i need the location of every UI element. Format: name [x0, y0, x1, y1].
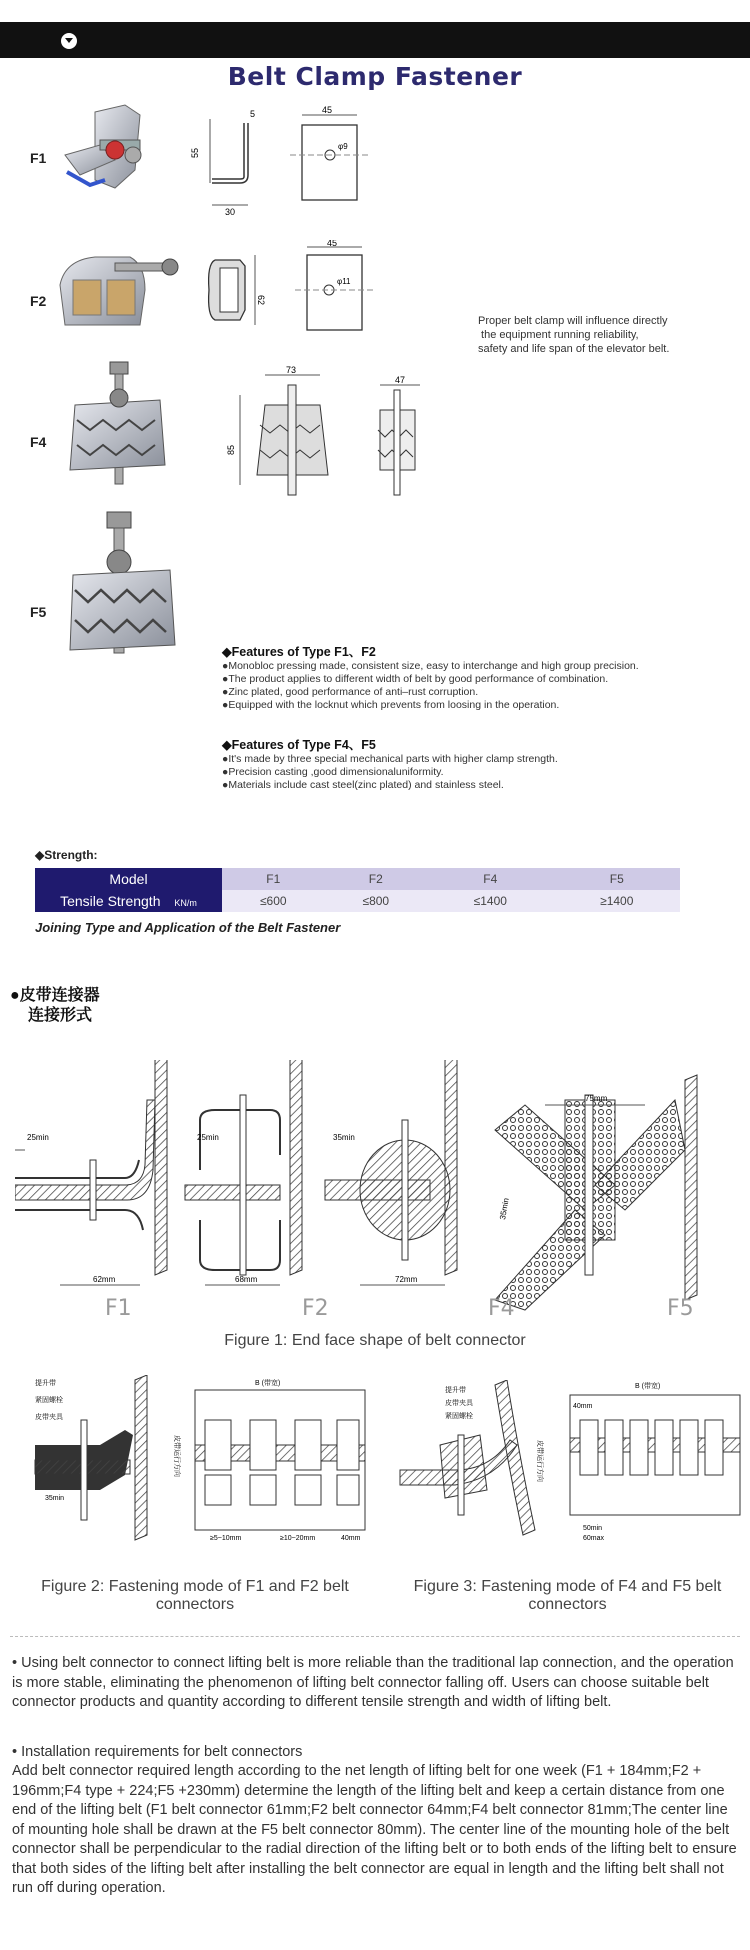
product-label-f1: F1	[30, 150, 47, 166]
divider	[10, 1636, 740, 1637]
joining-heading: Joining Type and Application of the Belt Fastener	[35, 920, 341, 935]
install-title: • Installation requirements for belt connectors	[12, 1744, 303, 1760]
svg-text:45: 45	[322, 105, 333, 115]
svg-text:提升带: 提升带	[445, 1387, 466, 1394]
svg-text:25min: 25min	[27, 1133, 49, 1142]
svg-text:72mm: 72mm	[395, 1275, 418, 1284]
figure1-label-f2: F2	[302, 1296, 329, 1321]
table-row	[35, 890, 680, 912]
svg-text:40mm: 40mm	[573, 1403, 593, 1410]
table-cell: ≥1400	[554, 890, 680, 912]
figure1-label-f5: F5	[667, 1296, 694, 1321]
feature-item: ●Materials include cast steel(zinc plated) and stainless steel.	[222, 779, 504, 791]
feature-item: ●The product applies to different width of belt by good performance of combination.	[222, 673, 609, 685]
svg-text:62mm: 62mm	[93, 1275, 116, 1284]
strength-heading: ◆Strength:	[35, 848, 98, 862]
figure1-diagrams	[15, 1060, 735, 1320]
svg-text:≥10~20mm: ≥10~20mm	[280, 1535, 316, 1542]
cn-heading	[10, 986, 100, 1026]
svg-text:47: 47	[395, 375, 406, 385]
feature-item: ●It's made by three special mechanical parts with higher clamp strength.	[222, 753, 558, 765]
tensile-unit: KN/m	[174, 898, 197, 908]
svg-text:35min: 35min	[45, 1495, 65, 1502]
figure3-diagram	[395, 1380, 745, 1550]
svg-text:25min: 25min	[197, 1133, 219, 1142]
svg-text:62: 62	[256, 295, 266, 306]
table-cell: ≤800	[325, 890, 428, 912]
figure2-diagram	[25, 1375, 370, 1545]
svg-text:73: 73	[286, 365, 297, 375]
figure1-label-f1: F1	[105, 1296, 132, 1321]
feature-item: ●Equipped with the locknut which prevents from loosing in the operation.	[222, 699, 560, 711]
page-title: Belt Clamp Fastener	[227, 62, 523, 91]
svg-text:皮带运行方向: 皮带运行方向	[536, 1440, 543, 1482]
f1-product-image	[55, 100, 175, 195]
svg-text:35min: 35min	[498, 1197, 511, 1221]
features-f4-f5	[222, 735, 558, 792]
features-f4-f5-heading: ◆Features of Type F4、F5	[222, 738, 376, 752]
table-cell: F2	[325, 868, 428, 890]
svg-text:提升带: 提升带	[35, 1380, 56, 1387]
product-label-f2: F2	[30, 293, 47, 309]
f1-technical-drawing	[190, 105, 390, 220]
feature-item: ●Precision casting ,good dimensionaluniformity.	[222, 766, 444, 778]
clamp-note: Proper belt clamp will influence directly the equipment running reliability, safety and life span of the elevator belt.	[478, 315, 670, 355]
table-cell: F4	[427, 868, 553, 890]
svg-text:皮带夹具: 皮带夹具	[35, 1414, 63, 1421]
f4-product-image	[65, 360, 175, 490]
table-cell: ≤1400	[427, 890, 553, 912]
svg-text:≥5~10mm: ≥5~10mm	[210, 1535, 242, 1542]
f2-product-image	[55, 245, 185, 335]
features-f1-f2-heading: ◆Features of Type F1、F2	[222, 645, 376, 659]
svg-text:60max: 60max	[583, 1535, 605, 1542]
figure2-caption: Figure 2: Fastening mode of F1 and F2 belt connectors	[41, 1578, 349, 1613]
f4-technical-drawing	[220, 365, 420, 510]
figure3-caption: Figure 3: Fastening mode of F4 and F5 belt connectors	[413, 1578, 722, 1613]
cn-heading-line1: ●皮带连接器	[10, 987, 100, 1004]
f5-product-image	[65, 510, 185, 660]
tensile-label: Tensile Strength	[60, 893, 161, 909]
row-label-tensile	[35, 890, 222, 912]
figure1-label-f4: F4	[488, 1296, 515, 1321]
svg-text:68mm: 68mm	[235, 1275, 258, 1284]
top-bar	[0, 22, 750, 58]
svg-text:紧固螺栓: 紧固螺栓	[35, 1397, 63, 1404]
svg-text:85: 85	[226, 444, 236, 455]
chevron-down-icon[interactable]	[61, 33, 77, 49]
svg-text:φ9: φ9	[338, 142, 348, 151]
svg-text:75mm: 75mm	[585, 1094, 608, 1103]
svg-text:紧固螺栓: 紧固螺栓	[445, 1413, 473, 1420]
cn-heading-line2: 连接形式	[28, 1007, 93, 1024]
product-label-f5: F5	[30, 604, 47, 620]
table-row	[35, 868, 680, 890]
svg-text:45: 45	[327, 240, 338, 248]
svg-text:φ11: φ11	[337, 277, 351, 286]
svg-text:5: 5	[250, 109, 256, 119]
svg-text:B (带宽): B (带宽)	[255, 1380, 281, 1387]
figure1-caption: Figure 1: End face shape of belt connector	[224, 1332, 526, 1349]
svg-text:30: 30	[225, 207, 236, 217]
feature-item: ●Monobloc pressing made, consistent size, easy to interchange and high group precision.	[222, 660, 639, 672]
svg-text:50min: 50min	[583, 1525, 603, 1532]
svg-text:皮带夹具: 皮带夹具	[445, 1400, 473, 1407]
features-f1-f2	[222, 642, 639, 712]
svg-text:40mm: 40mm	[341, 1535, 361, 1542]
row-label-model: Model	[35, 868, 222, 890]
table-cell: F1	[222, 868, 325, 890]
svg-text:35min: 35min	[333, 1133, 355, 1142]
f2-technical-drawing	[195, 240, 395, 340]
feature-item: ●Zinc plated, good performance of anti–rust corruption.	[222, 686, 479, 698]
strength-table	[35, 868, 680, 912]
svg-text:皮带运行方向: 皮带运行方向	[173, 1435, 180, 1477]
body-paragraph-1: • Using belt connector to connect lifting belt is more reliable than the traditional lap connection, and the operation is more stable, eliminating the phenomenon of lifting belt connector falling off. Users can choose suitable belt connector products and quantity according to different tensile strength and width of lifting belt.	[12, 1655, 734, 1710]
table-cell: F5	[554, 868, 680, 890]
body-paragraph-2: Add belt connector required length according to the net length of lifting belt for one week (F1 + 184mm;F2 + 196mm;F4 type + 224;F5 +230mm) determine the length of the lifting belt and keep a certain distance from one end of the lifting belt (F1 belt connector 61mm;F2 belt connector 64mm;F4 belt connector 81mm;The center line of mounting hole shall be drawn at the F5 belt connector 80mm). The center line of the mounting hole of the belt connector shall be perpendicular to the radial direction of the lifting belt or to both ends of the lifting belt to ensure that both sides of the lifting belt after installing the belt connector are equal in length and the lifting belt shall not run off during operation.	[12, 1763, 737, 1896]
table-cell: ≤600	[222, 890, 325, 912]
product-label-f4: F4	[30, 434, 47, 450]
svg-text:55: 55	[190, 147, 200, 158]
svg-text:B (带宽): B (带宽)	[635, 1383, 661, 1390]
